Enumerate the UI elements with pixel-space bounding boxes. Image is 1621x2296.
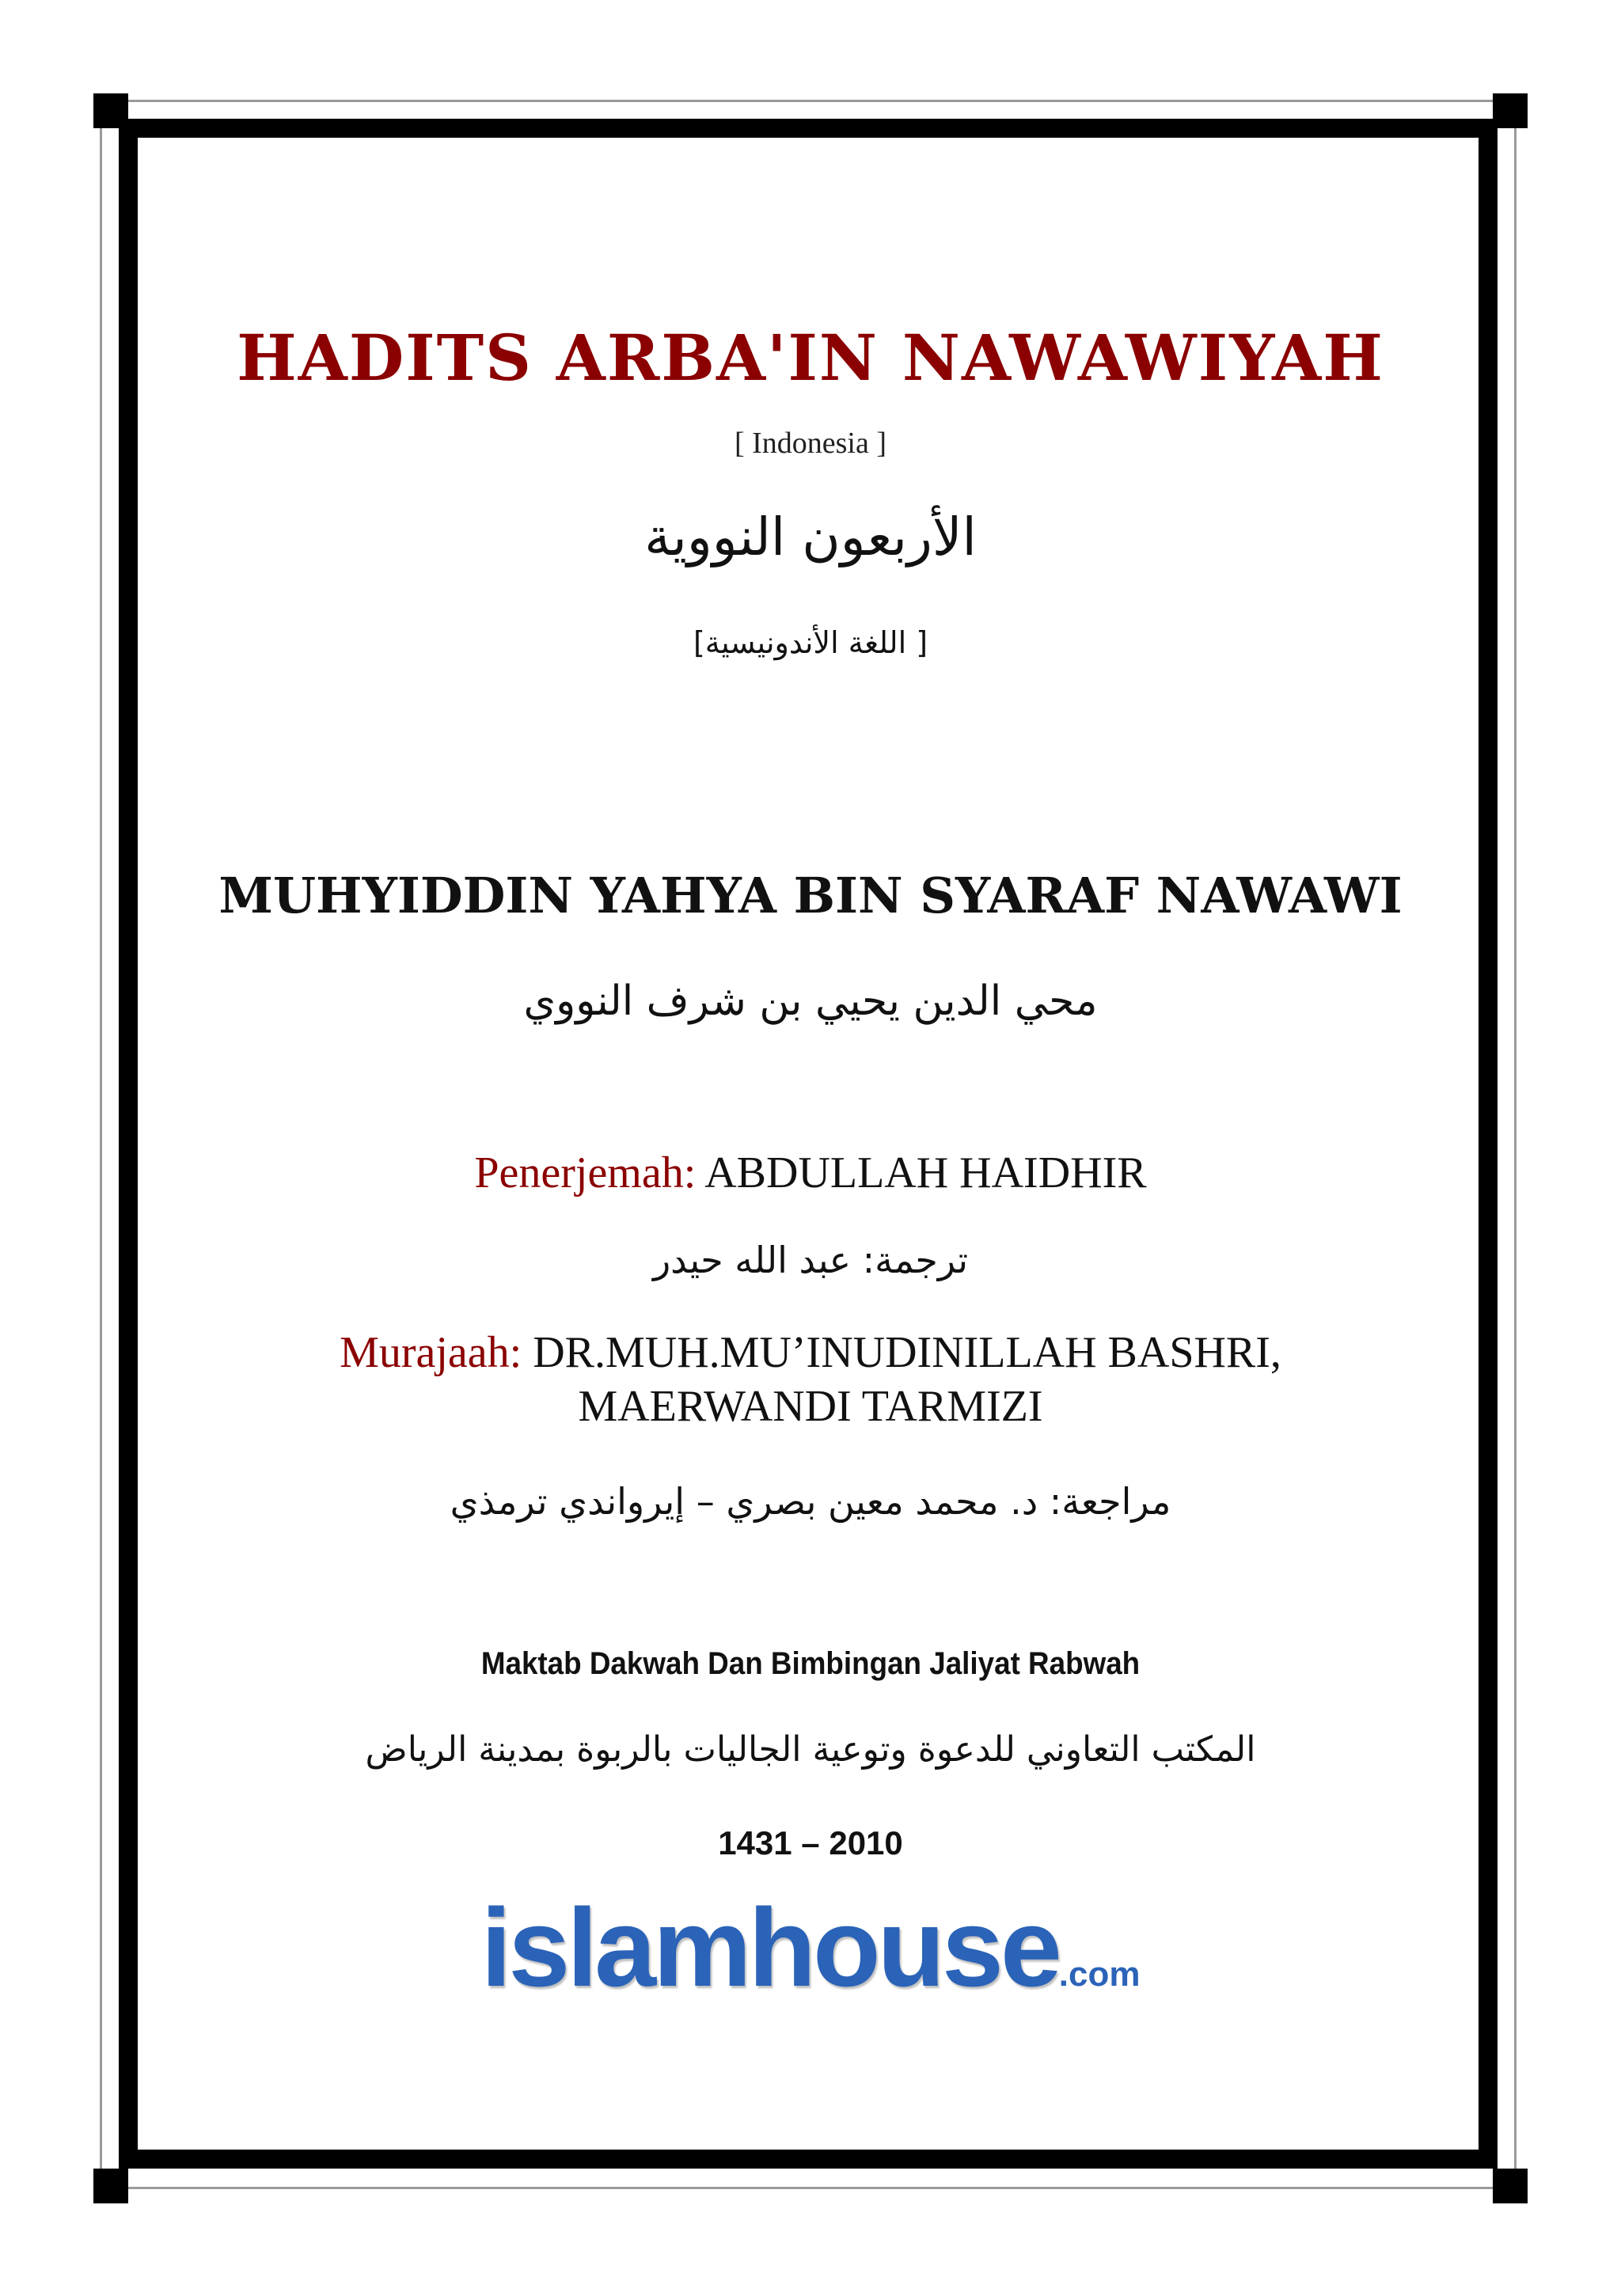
language-label: [ Indonesia ] xyxy=(734,427,887,460)
reviewer-name-2: MAERWANDI TARMIZI xyxy=(578,1382,1043,1431)
publisher-name: Maktab Dakwah Dan Bimbingan Jaliyat Rabwah xyxy=(480,1646,1141,1681)
reviewer-line-1 xyxy=(0,1326,1621,1379)
arabic-publisher-name: المكتب التعاوني للدعوة وتوعية الجاليات بالربوة بمدينة الرياض xyxy=(365,1729,1256,1770)
logo-suffix-text: .com xyxy=(1058,1955,1141,1994)
reviewer-name-1: DR.MUH.MU’INUDINILLAH BASHRI, xyxy=(533,1328,1281,1377)
author-name: MUHYIDDIN YAHYA BIN SYARAF NAWAWI xyxy=(218,867,1403,924)
translator-credit xyxy=(0,1148,1621,1198)
translator-name: ABDULLAH HAIDHIR xyxy=(704,1148,1147,1197)
reviewer-label: Murajaah: xyxy=(340,1328,522,1377)
arabic-title: الأربعون النووية xyxy=(644,507,977,567)
logo-main-text: islamhouse xyxy=(480,1885,1059,2009)
arabic-reviewer-credit: مراجعة: د. محمد معين بصري – إيرواندي ترمذي xyxy=(450,1480,1171,1523)
islamhouse-logo xyxy=(0,1884,1621,2012)
corner-top-left xyxy=(93,93,128,128)
corner-top-right xyxy=(1493,93,1528,128)
publication-year: 1431 – 2010 xyxy=(718,1824,903,1861)
corner-bottom-right xyxy=(1493,2169,1528,2203)
arabic-author-name: محي الدين يحيي بن شرف النووي xyxy=(523,977,1098,1025)
translator-label: Penerjemah: xyxy=(474,1148,697,1197)
arabic-language-label: [ اللغة الأندونيسية] xyxy=(693,625,928,660)
corner-bottom-left xyxy=(93,2169,128,2203)
reviewer-credit xyxy=(0,1326,1621,1433)
arabic-translator-credit: ترجمة: عبد الله حيدر xyxy=(652,1239,969,1281)
book-title: HADITS ARBA'IN NAWAWIYAH xyxy=(237,321,1384,395)
